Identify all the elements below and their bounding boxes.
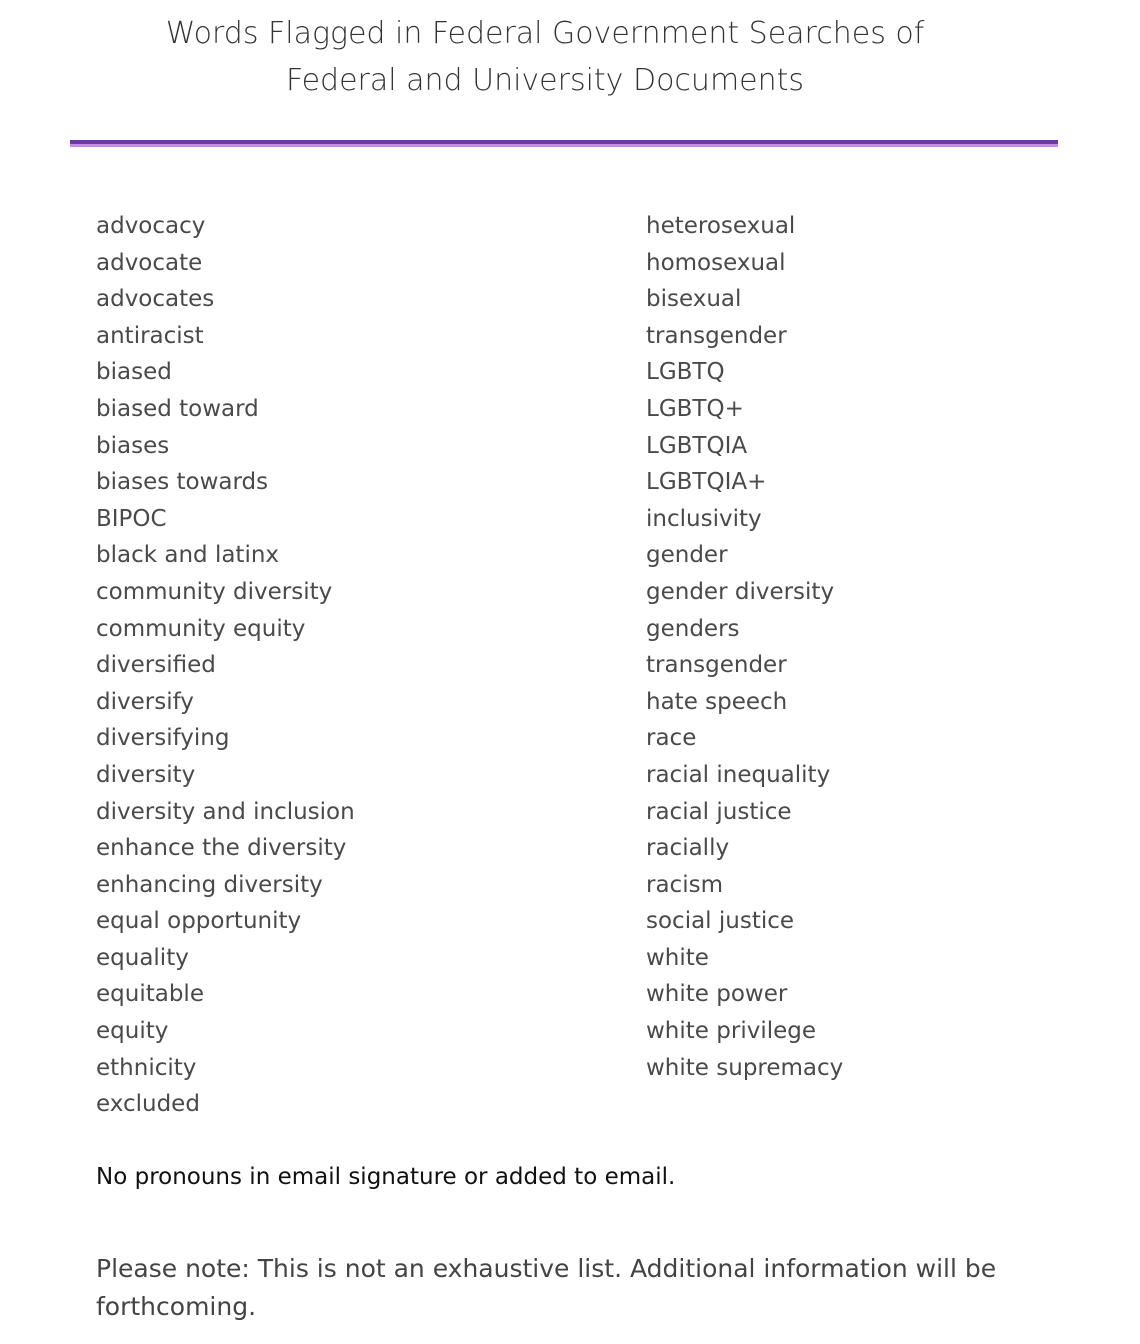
- disclaimer-note: Please note: This is not an exhaustive list. Additional information will be forthcoming.: [96, 1254, 997, 1321]
- word-list-item: diversifying: [96, 725, 230, 752]
- pronoun-note: No pronouns in email signature or added to email.: [96, 1164, 676, 1190]
- word-list-item: inclusivity: [646, 505, 762, 532]
- word-list-item: antiracist: [96, 322, 204, 349]
- word-list-item: white: [646, 944, 709, 971]
- word-list-item: advocacy: [96, 213, 206, 239]
- word-list-item: white supremacy: [646, 1054, 844, 1081]
- title-line-2: Federal and University Documents: [285, 63, 805, 98]
- word-list-item: hate speech: [646, 688, 788, 715]
- word-list-item: biased: [96, 359, 172, 386]
- word-list-item: LGBTQ+: [646, 395, 744, 422]
- word-list-item: diversity and inclusion: [96, 798, 355, 825]
- word-list-item: bisexual: [646, 286, 742, 313]
- word-list-left: [96, 208, 355, 1123]
- word-list-right: [646, 208, 843, 1086]
- word-list-item: LGBTQIA+: [646, 469, 767, 496]
- title-line-1: Words Flagged in Federal Government Searches of: [165, 16, 925, 51]
- word-list-item: excluded: [96, 1091, 200, 1118]
- word-list-item: enhance the diversity: [96, 835, 347, 862]
- word-list-item: racial inequality: [646, 761, 831, 788]
- word-list-item: community equity: [96, 615, 306, 642]
- word-list-item: equality: [96, 944, 189, 971]
- word-list-item: racially: [646, 835, 730, 862]
- word-list-item: transgender: [646, 322, 787, 349]
- word-list-item: white privilege: [646, 1018, 816, 1045]
- word-list-item: equity: [96, 1018, 169, 1045]
- word-list-item: black and latinx: [96, 542, 280, 569]
- word-list-item: diversified: [96, 652, 216, 679]
- word-list-item: biases towards: [96, 469, 269, 496]
- word-list-item: white power: [646, 981, 788, 1008]
- word-list-item: enhancing diversity: [96, 871, 323, 898]
- divider-rule-accent: [70, 144, 1058, 147]
- word-list-item: heterosexual: [646, 213, 796, 239]
- word-list-item: gender: [646, 542, 728, 569]
- word-list-item: diversity: [96, 761, 196, 788]
- word-list-item: advocate: [96, 249, 203, 276]
- word-list-item: race: [646, 725, 697, 752]
- word-list-item: homosexual: [646, 249, 786, 276]
- word-list-item: gender diversity: [646, 578, 835, 605]
- word-list-item: transgender: [646, 652, 787, 679]
- word-list-item: social justice: [646, 908, 795, 935]
- word-list-item: racism: [646, 871, 723, 898]
- word-list-item: diversify: [96, 688, 194, 715]
- word-list-item: LGBTQIA: [646, 432, 748, 459]
- word-list-item: equal opportunity: [96, 908, 302, 935]
- word-list-item: genders: [646, 615, 740, 642]
- word-list-item: community diversity: [96, 578, 333, 605]
- word-list-item: BIPOC: [96, 505, 167, 532]
- word-list-item: LGBTQ: [646, 359, 725, 386]
- word-list-item: advocates: [96, 286, 215, 313]
- word-list-item: racial justice: [646, 798, 792, 825]
- word-list-item: equitable: [96, 981, 204, 1008]
- word-list-item: ethnicity: [96, 1054, 197, 1081]
- word-list-item: biased toward: [96, 395, 259, 422]
- document-title: [0, 10, 1090, 104]
- word-list-item: biases: [96, 432, 170, 459]
